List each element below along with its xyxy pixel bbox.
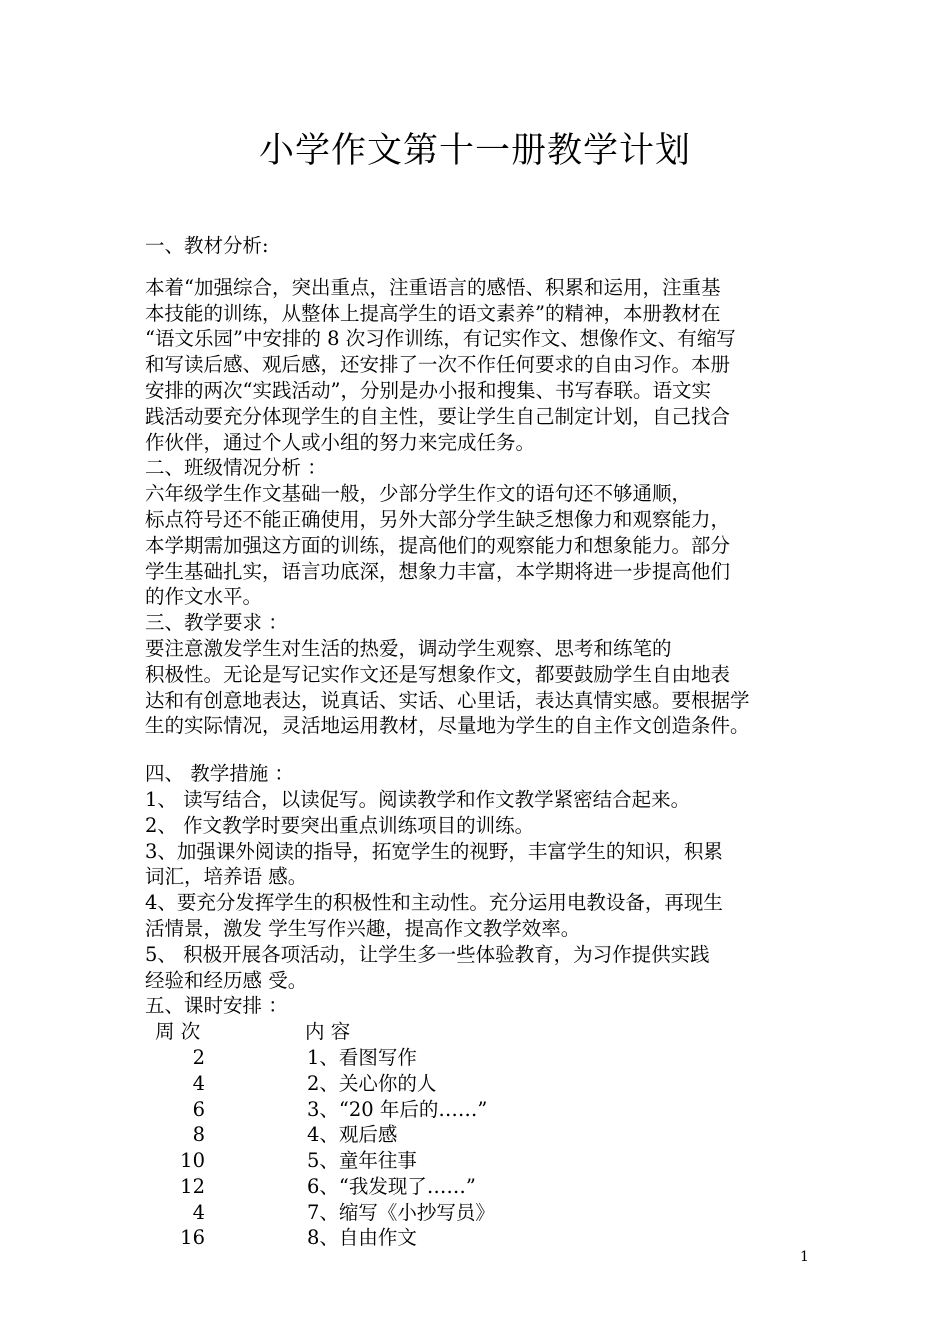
schedule-content: 8、自由作文 (307, 1226, 417, 1250)
schedule-row (145, 1225, 825, 1251)
section-2-text (145, 481, 825, 610)
section-3-text (145, 636, 825, 739)
schedule-content: 4、观后感 (307, 1123, 398, 1147)
paragraph-line: 本着“加强综合，突出重点，注重语言的感悟、积累和运用，注重基 (145, 275, 721, 299)
schedule-row (145, 1122, 825, 1148)
document-body (145, 233, 825, 1251)
schedule-content: 6、“我发现了……” (307, 1174, 476, 1198)
paragraph-line: “语文乐园”中安排的 8 次习作训练，有记实作文、想像作文、有缩写 (145, 327, 736, 351)
measure-item-line: 5、 积极开展各项活动，让学生多一些体验教育，为习作提供实践 (145, 942, 710, 966)
section-1-text (145, 275, 825, 456)
measure-item-line: 3、加强课外阅读的指导，拓宽学生的视野，丰富学生的知识，积累 (145, 839, 723, 863)
schedule-row (145, 1071, 825, 1097)
schedule-week: 4 (192, 1071, 205, 1095)
paragraph-line: 作伙伴，通过个人或小组的努力来完成任务。 (145, 430, 536, 454)
section-5-heading: 五、课时安排 ： (145, 994, 288, 1018)
schedule-header-content: 内 容 (305, 1020, 351, 1044)
paragraph-line: 本学期需加强这方面的训练，提高他们的观察能力和想象能力。部分 (145, 533, 731, 557)
schedule-header-week: 周 次 (155, 1020, 201, 1044)
schedule-row (145, 1097, 825, 1123)
page-title: 小学作文第十一册教学计划 (258, 131, 691, 171)
section-4-heading: 四、 教学措施 ： (145, 762, 294, 786)
paragraph-line: 安排的两次“实践活动”，分别是办小报和搜集、书写春联。语文实 (145, 378, 711, 402)
measure-item-line: 1、 读写结合，以读促写。阅读教学和作文教学紧密结合起来。 (145, 787, 691, 811)
measure-item-line: 4、要充分发挥学生的积极性和主动性。充分运用电教设备，再现生 (145, 891, 723, 915)
section-1-heading: 一、教材分析: (145, 234, 269, 257)
schedule-row (145, 1200, 825, 1226)
paragraph-line: 达和有创意地表达，说真话、实话、心里话，表达真情实感。要根据学 (145, 688, 750, 712)
schedule-week: 2 (192, 1045, 205, 1069)
paragraph-line: 践活动要充分体现学生的自主性，要让学生自己制定计划，自己找合 (145, 404, 731, 428)
schedule-row (145, 1045, 825, 1071)
paragraph-line: 要注意激发学生对生活的热爱，调动学生观察、思考和练笔的 (145, 636, 672, 660)
page-number: 1 (800, 1249, 809, 1265)
schedule-content: 7、缩写《小抄写员》 (307, 1200, 495, 1224)
schedule-week: 10 (180, 1149, 205, 1173)
schedule-content: 5、童年往事 (307, 1149, 417, 1173)
measure-item-line: 活情景，激发 学生写作兴趣，提高作文教学效率。 (145, 916, 581, 940)
section-2-heading: 二、班级情况分析 ： (145, 456, 327, 480)
measure-item-line: 词汇，培养语 感。 (145, 865, 308, 889)
paragraph-line: 积极性。无论是写记实作文还是写想象作文，都要鼓励学生自由地表 (145, 662, 731, 686)
paragraph-line: 和写读后感、观后感，还安排了一次不作任何要求的自由习作。本册 (145, 353, 731, 377)
measure-item-line: 2、 作文教学时要突出重点训练项目的训练。 (145, 813, 535, 837)
schedule-header (145, 1019, 825, 1045)
schedule-week: 4 (192, 1200, 205, 1224)
paragraph-line: 的作文水平。 (145, 585, 263, 609)
paragraph-line: 本技能的训练，从整体上提高学生的语文素养”的精神，本册教材在 (145, 301, 721, 325)
schedule-row (145, 1174, 825, 1200)
schedule-week: 12 (180, 1174, 205, 1198)
schedule-week: 16 (180, 1226, 205, 1250)
schedule-content: 3、“20 年后的……” (307, 1097, 488, 1121)
schedule-table (145, 1019, 825, 1251)
schedule-week: 8 (192, 1123, 205, 1147)
schedule-content: 1、看图写作 (307, 1045, 417, 1069)
paragraph-line: 六年级学生作文基础一般，少部分学生作文的语句还不够通顺， (145, 482, 692, 506)
paragraph-line: 学生基础扎实，语言功底深，想象力丰富，本学期将进一步提高他们 (145, 559, 731, 583)
schedule-row (145, 1148, 825, 1174)
paragraph-line: 标点符号还不能正确使用，另外大部分学生缺乏想像力和观察能力， (145, 507, 731, 531)
section-3-heading: 三、教学要求 ： (145, 611, 288, 635)
schedule-content: 2、关心你的人 (307, 1071, 437, 1095)
measure-item-line: 经验和经历感 受。 (145, 968, 308, 992)
paragraph-line: 生的实际情况，灵活地运用教材，尽量地为学生的自主作文创造条件。 (145, 714, 750, 738)
schedule-week: 6 (192, 1097, 205, 1121)
section-4-text (145, 787, 825, 993)
